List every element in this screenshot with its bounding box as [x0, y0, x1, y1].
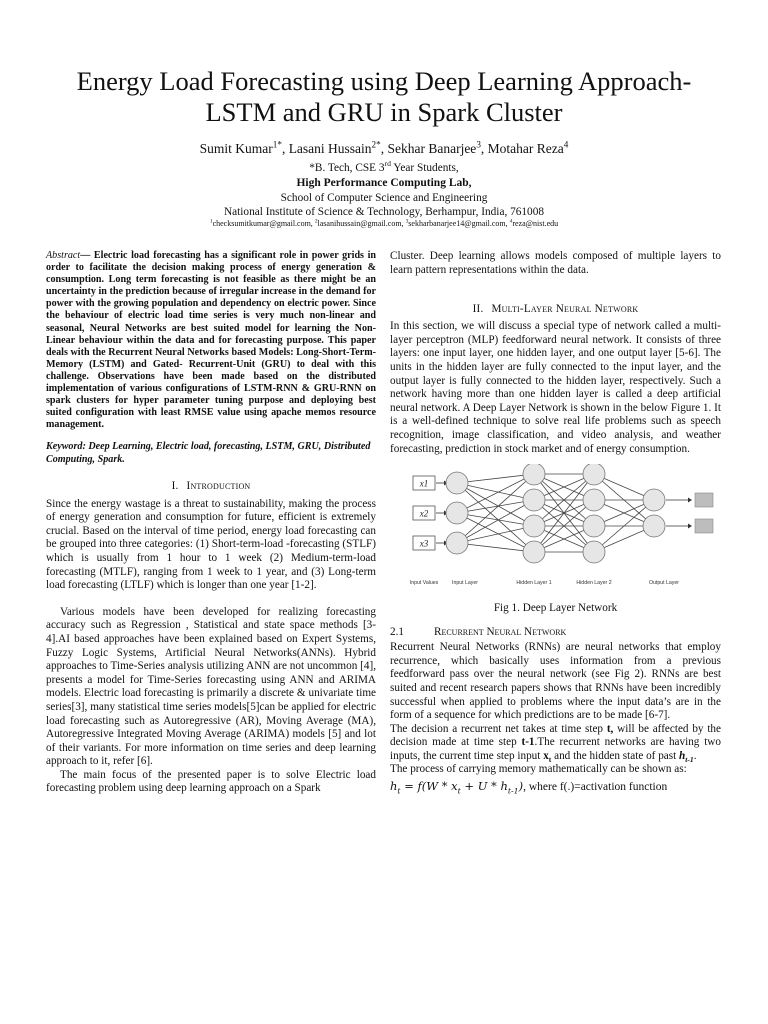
text-run: x — [543, 749, 549, 762]
input-node — [446, 502, 468, 524]
title-line-1: Energy Load Forecasting using Deep Learning Approach- — [76, 66, 692, 96]
email-sup: 1 — [209, 218, 213, 225]
layer-label: Output Layer — [649, 580, 679, 587]
layer-label: Hidden Layer 2 — [576, 580, 612, 587]
output-arrowhead — [688, 524, 692, 529]
section-number: I. — [171, 479, 179, 492]
hidden-layer-2-node — [583, 515, 605, 537]
author-name: Sumit Kumar — [199, 141, 273, 156]
intro-paragraph-2: Various models have been developed for realizing forecasting accuracy such as Regression , Statistical and state space methods [3-4].AI based approaches have been explained based on Expert Systems, Fuzzy Logic Systems, Artificial Neural Networks(ANNs). Hybrid approaches to Time-Series analysis utilizing ANN are not uncommon [4], presents a model for Time-Series forecasting using ANN and ARIMA models. Electric load forecasting is primarily a discrete & univariate time series[3], many statistical time series models[5]can be applied for electric load forecasting such as Autoregressive (AR), Moving Average (MA), Autoregressive Integrated Moving Average (ARIMA) models [5] and lot of their variants. For more information on time series and deep learning approach to it, refer [6]. — [46, 605, 376, 768]
abstract-label: Abstract — [46, 250, 81, 261]
text-run: t — [548, 755, 552, 765]
section-number: II. — [472, 303, 484, 316]
layer-label: Input Values — [409, 580, 439, 587]
hidden-layer-1-node — [523, 515, 545, 537]
connection-line — [457, 474, 534, 483]
paper-title — [0, 66, 768, 128]
author-sup: 4 — [563, 139, 569, 150]
rnn-paragraph-2 — [390, 723, 721, 764]
layer-label: Input Layer — [452, 580, 478, 587]
students-suffix: Year Students, — [390, 162, 459, 174]
email: reza@nist.edu — [512, 219, 559, 228]
output-value-box — [695, 493, 713, 507]
author-emails — [0, 219, 768, 228]
abstract-dash: — — [80, 250, 94, 261]
input-value-label: x3 — [419, 538, 429, 549]
email-sup: 3 — [405, 218, 409, 225]
author-name: Lasani Hussain — [288, 141, 372, 156]
hidden-layer-2-node — [583, 464, 605, 485]
author-name: Motahar Reza — [487, 141, 564, 156]
neural-network-diagram — [390, 464, 721, 596]
hidden-layer-1-node — [523, 489, 545, 511]
connection-line — [457, 543, 534, 552]
hidden-layer-2-node — [583, 489, 605, 511]
email-sup: 4 — [509, 218, 513, 225]
text-run: will be affected by the decision made at time step — [390, 722, 721, 749]
mlp-paragraph: In this section, we will discuss a special type of network called a multi-layer perceptron (MLP) feedforward neural network. It consists of three layers: one input layer, one hidden layer, and one output layer [5-6]. The units in the hidden layer are fully connected to the input layer, and the output layer is fully connected to the hidden layer, respectively. Such a network having more than one hidden layer is called a deep artificial neural network. A Deep Layer Network is shown in the below Figure 1. It is a well-defined technique to solve real life problems such as speech recognition, image classification, and video analysis, and weather forecasting, prediction in stock market and of energy consumption. — [390, 320, 721, 455]
hidden-layer-1-node — [523, 464, 545, 485]
text-run: t-1 — [521, 736, 535, 749]
text-run: . — [693, 749, 697, 762]
author-sup: 3 — [476, 139, 481, 150]
hidden-layer-1-node — [523, 541, 545, 563]
figure-deep-layer-network — [390, 464, 721, 596]
connection-line — [457, 526, 534, 543]
text-run: h — [679, 749, 686, 762]
email-sup: 2 — [314, 218, 318, 225]
text-run: .The recurrent networks are having two inputs, the current time step input — [390, 736, 721, 762]
affiliation-students — [0, 159, 768, 174]
intro-paragraph-1: Since the energy wastage is a threat to sustainability, making the process of energy generation and consumption for future, efficient is extremely crucial. Based on the interval of time period, energy load forecasting can be grouped into three categories: (1) Short-term-load -forecasting (STLF) which is usually from 1 hour to 1 week (2) Medium-term-load forecasting (MTLF), ranging from 1 week to 1 year, and (3) Long-term load forecasting (LTLF) which is longer than one year [1-2]. — [46, 497, 376, 592]
abstract — [46, 250, 376, 431]
author-list: Sumit Kumar$^{1*}$, Lasani Hussain$^{2*}$, Sekhar Banarjee$^3$, Motahar Reza$^4$ — [199, 139, 569, 156]
author-sup: 2* — [371, 139, 381, 150]
rnn-formula — [390, 779, 721, 794]
text-run: The decision a recurrent net takes at time step — [390, 722, 607, 735]
formula-note: , where f(.)=activation function — [523, 781, 668, 794]
output-arrowhead — [688, 498, 692, 503]
title-line-2: LSTM and GRU in Spark Cluster — [205, 97, 563, 127]
section-heading-introduction — [46, 480, 376, 492]
students-prefix: *B. Tech, CSE 3 — [309, 162, 385, 174]
email: sekharbanarjee14@gmail.com, — [408, 219, 508, 228]
affiliation-institute: National Institute of Science & Technology, Berhampur, India, 761008 — [223, 206, 544, 218]
section-title: Introduction — [186, 479, 251, 492]
subsection-number: 2.1 — [390, 626, 404, 639]
output-value-box — [695, 519, 713, 533]
keywords: Keyword: Deep Learning, Electric load, forecasting, LSTM, GRU, Distributed Computing, Spark. — [46, 441, 371, 465]
intro-paragraph-3: The main focus of the presented paper is to solve Electric load forecasting problem using deep learning approach on a Spark — [46, 768, 376, 795]
section-heading-mlp — [390, 303, 721, 315]
rnn-paragraph-1: Recurrent Neural Networks (RNNs) are neural networks that employ recurrence, which basically uses information from a previous feedforward pass over the neural network (see Fig 2). RNNs are best suited and recent research papers shows that RNNs have been incredibly successful when applied to problems where the input data’s are in the form of a sequence for which predictions are to be made [6-7]. — [390, 641, 721, 722]
abstract-text: Electric load forecasting has a significant role in power grids in order to facilitate the decision making process of energy generation & consumption. Long term forecasting is not feasible as there might be an uncertainty in the prediction because of irregular increase in the demand for power with the growing population and dependency on electric power. Since the behaviour of electric load time series is very much non-linear and seasonal, Neural Networks are best suited model for learning the Non-Linear behaviour within the data and for forecasting purpose. This paper deals with the Recurrent Neural Networks based Models: Long-Short-Term-Memory (LSTM) and Gated- Recurrent-Unit (GRU) to deal with this challenge. Observations have been made based on the distributed implementation of various configurations of LSTM-RNN & GRU-RNN on spark clusters for hyper parameter tuning purpose and deploying best suited configuration with least RMSE value using apache memos resource management. — [46, 250, 376, 431]
rnn-paragraph-3: The process of carrying memory mathematically can be shown as: — [390, 763, 687, 776]
hidden-layer-2-node — [583, 541, 605, 563]
output-node — [643, 515, 665, 537]
text-run: t, — [606, 722, 614, 735]
left-column — [46, 250, 376, 796]
students-sup: rd — [384, 159, 391, 169]
email: lasanihussain@gmail.com, — [317, 219, 404, 228]
section-title: Multi-Layer Neural Network — [491, 303, 639, 316]
subsection-heading-rnn — [390, 626, 721, 638]
author-name: Sekhar Banarjee — [387, 141, 477, 156]
connection-line — [457, 483, 534, 500]
affiliation-lab: High Performance Computing Lab, — [296, 177, 472, 189]
output-node — [643, 489, 665, 511]
text-run: t-1 — [685, 755, 694, 765]
right-column — [390, 250, 721, 794]
input-node — [446, 472, 468, 494]
input-value-label: x1 — [419, 478, 429, 489]
author-sup: 1* — [272, 139, 282, 150]
input-value-label: x2 — [419, 508, 429, 519]
input-node — [446, 532, 468, 554]
text-run: and the hidden state of past — [551, 749, 680, 762]
affiliation-school: School of Computer Science and Engineering — [280, 192, 488, 204]
intro-continuation: Cluster. Deep learning allows models composed of multiple layers to learn pattern representations within the data. — [390, 250, 721, 276]
figure-caption: Fig 1. Deep Layer Network — [493, 602, 618, 615]
email: checksumitkumar@gmail.com, — [212, 219, 313, 228]
layer-label: Hidden Layer 1 — [516, 580, 552, 587]
subsection-title: Recurrent Neural Network — [434, 626, 567, 639]
formula-expression: $h_t = f(W * x_t + U * h_{t-1})$ — [390, 779, 524, 796]
